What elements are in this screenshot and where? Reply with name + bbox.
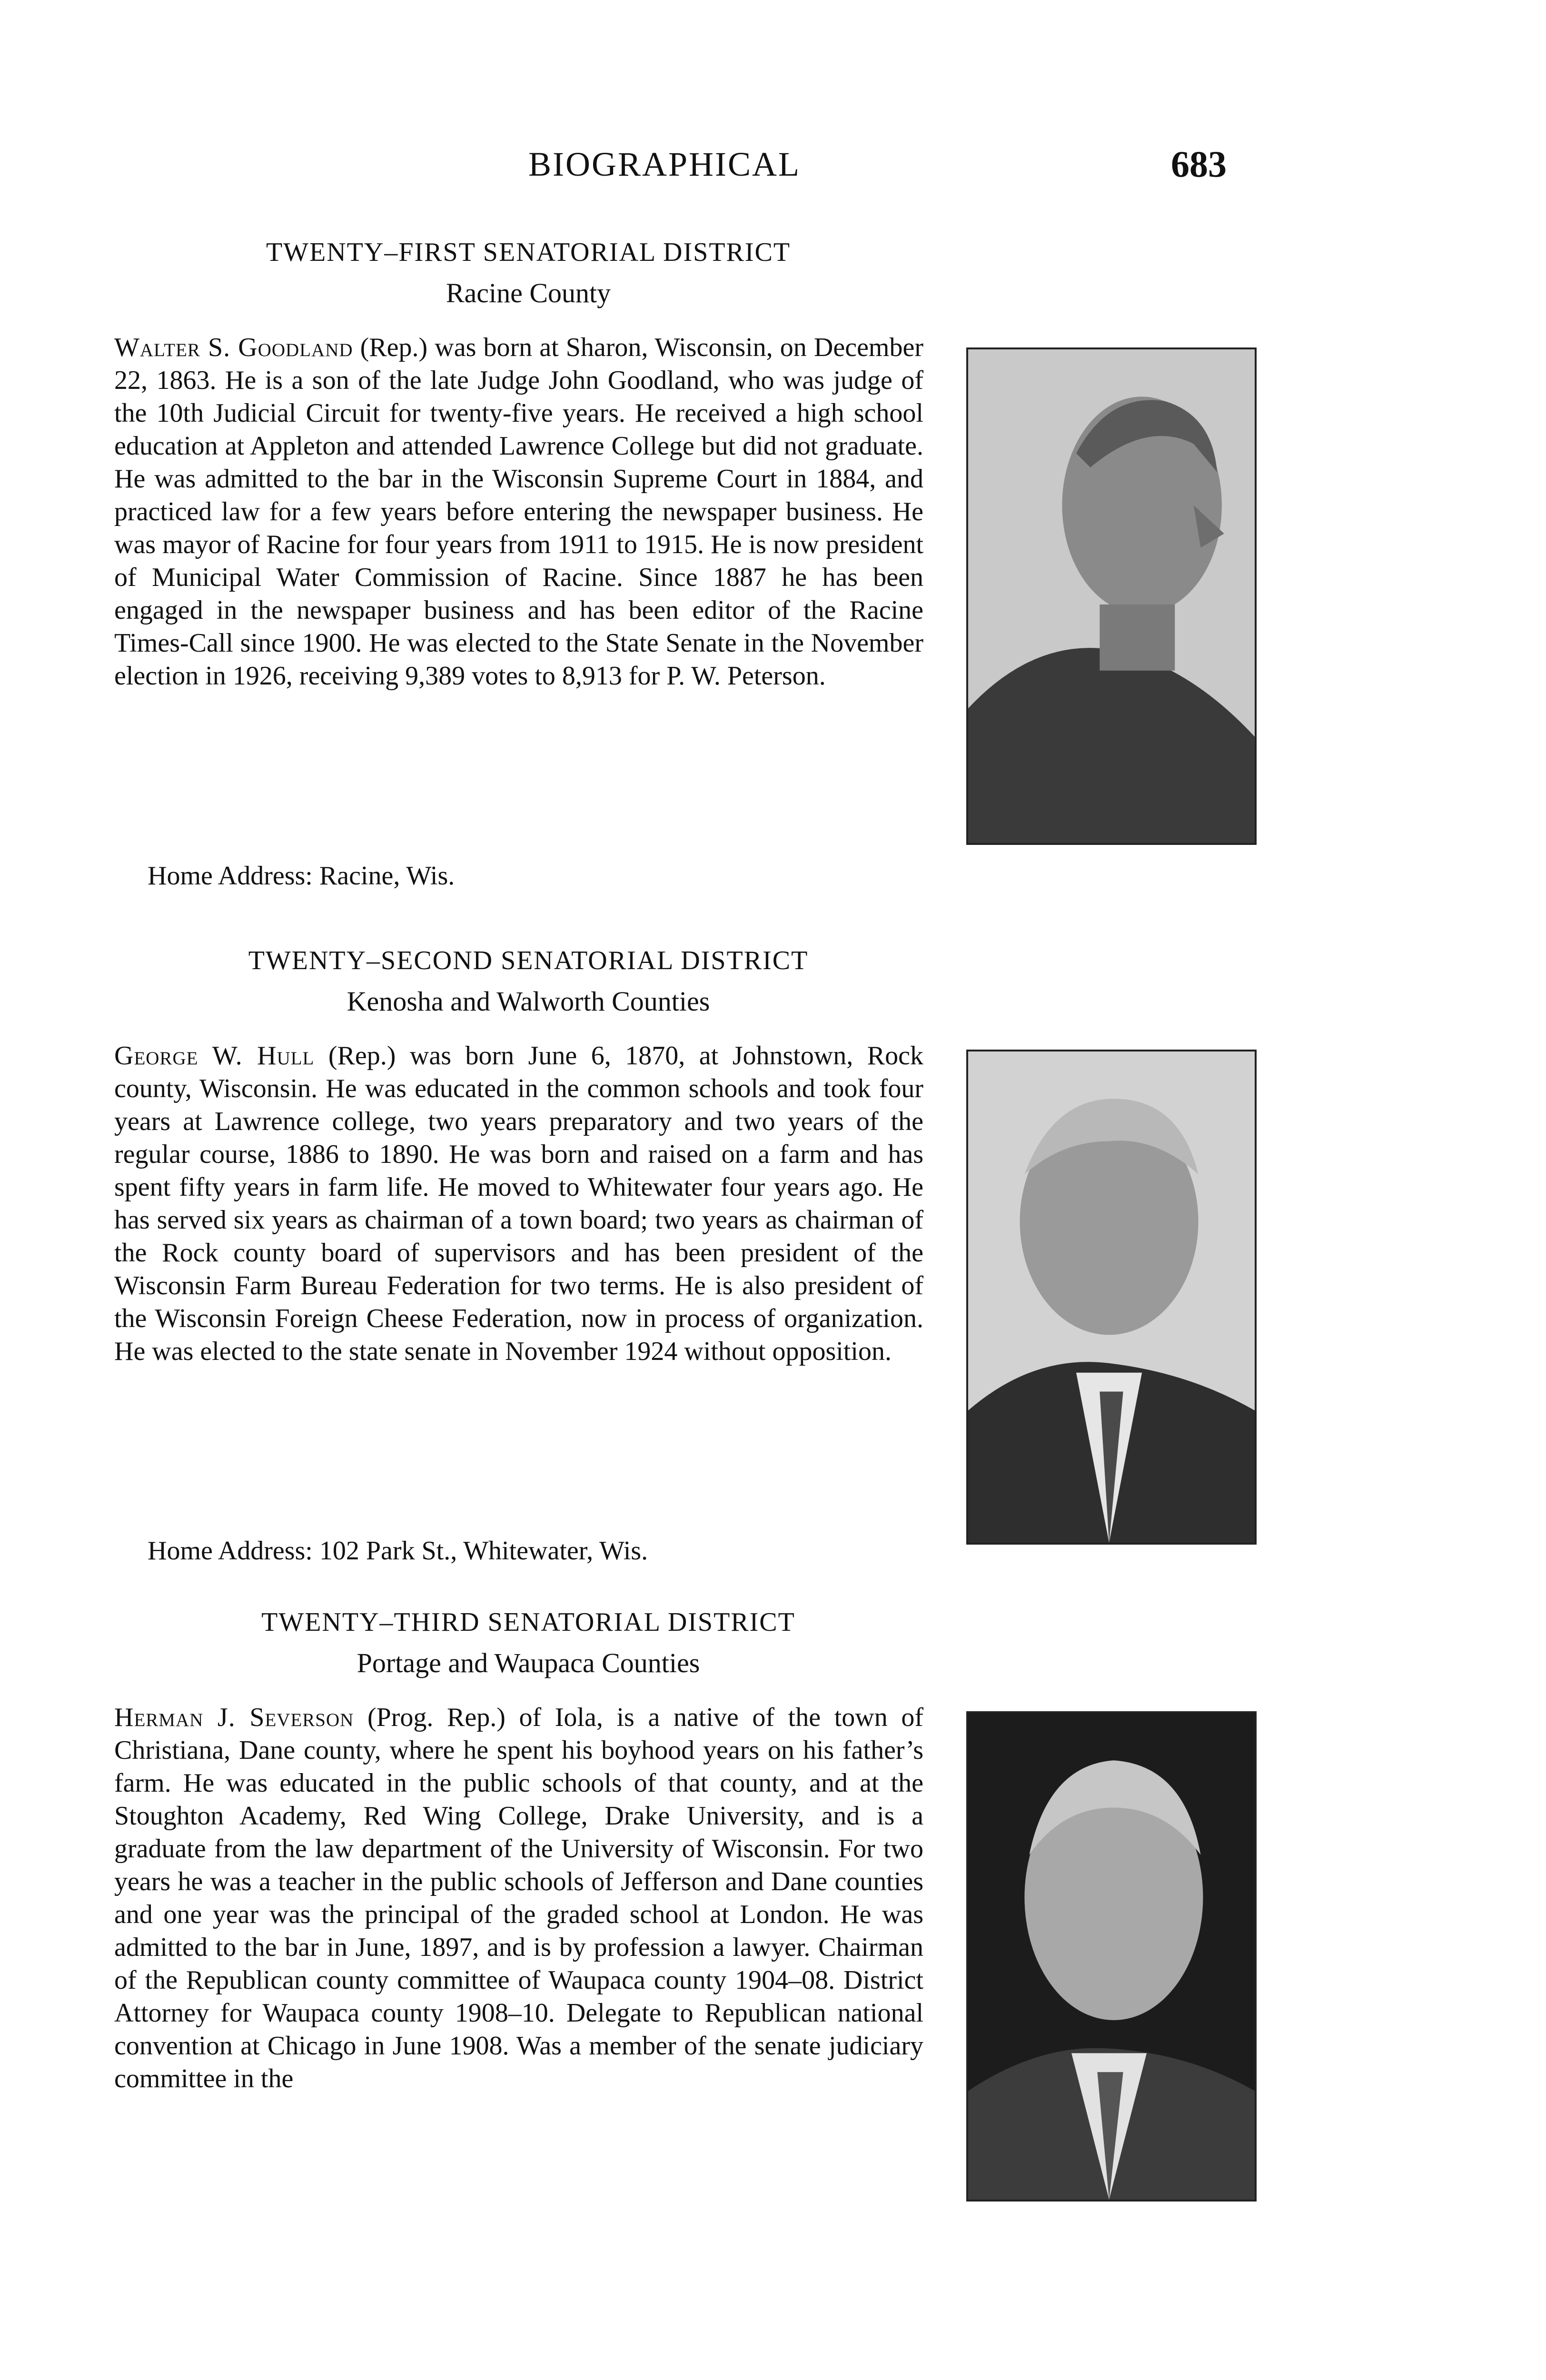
district-heading: TWENTY–SECOND SENATORIAL DISTRICT (248, 946, 809, 975)
page-number: 683 (1171, 143, 1227, 185)
senator-name: George W. Hull (114, 1041, 315, 1071)
district-heading: TWENTY–FIRST SENATORIAL DISTRICT (266, 238, 791, 267)
portrait-silhouette (968, 1713, 1255, 2200)
section-twenty-second-district (114, 942, 942, 1570)
home-address: Home Address: 102 Park St., Whitewater, Wis. (148, 1536, 648, 1566)
district-heading: TWENTY–THIRD SENATORIAL DISTRICT (261, 1607, 795, 1637)
senator-name: Walter S. Goodland (114, 333, 353, 362)
section-twenty-third-district (114, 1603, 942, 2289)
biography-text (114, 331, 923, 693)
portrait-silhouette (968, 1051, 1255, 1543)
portrait-photo (966, 1050, 1257, 1545)
biography-text (114, 1701, 923, 2095)
county-heading: Kenosha and Walworth Counties (347, 986, 710, 1017)
portrait-photo (966, 1711, 1257, 2202)
county-heading: Racine County (446, 278, 611, 308)
portrait-silhouette (968, 349, 1255, 843)
senator-name: Herman J. Severson (114, 1703, 354, 1732)
biography-body: (Rep.) was born June 6, 1870, at Johnstown, Rock county, Wisconsin. He was educated in the common schools and took four years at Lawrence college, two years preparatory and two years of the regular course, 1886 to 1890. He was born and raised on a farm and has spent fifty years in farm life. He moved to Whitewater four years ago. He has served six years as chairman of a town board; two years as chairman of the Rock county board of supervisors and has been president of the Wisconsin Farm Bureau Federation for two terms. He is also president of the Wisconsin Foreign Cheese Federation, now in process of organization. He was elected to the state senate in November 1924 without opposition. (114, 1041, 923, 1366)
section-twenty-first-district (114, 233, 942, 909)
county-heading: Portage and Waupaca Counties (357, 1647, 700, 1678)
biography-text (114, 1040, 923, 1368)
running-head (0, 140, 1546, 193)
home-address: Home Address: Racine, Wis. (148, 861, 455, 891)
biography-body: (Prog. Rep.) of Iola, is a native of the town of Christiana, Dane county, where he spent his boyhood years on his father’s farm. He was educated in the public schools of that county, and at the Stoughton Academy, Red Wing College, Drake University, and is a graduate from the law department of the University of Wisconsin. For two years he was a teacher in the public schools of Jefferson and Dane counties and one year was the principal of the graded school at London. He was admitted to the bar in June, 1897, and is by profession a lawyer. Chairman of the Republican county committee of Waupaca county 1904–08. District Attorney for Waupaca county 1908–10. Delegate to Republican national convention at Chicago in June 1908. Was a member of the senate judiciary committee in the (114, 1703, 923, 2093)
running-title: BIOGRAPHICAL (528, 145, 801, 183)
biography-body: (Rep.) was born at Sharon, Wisconsin, on December 22, 1863. He is a son of the late Judge John Goodland, who was judge of the 10th Judicial Circuit for twenty-five years. He received a high school education at Appleton and attended Lawrence College but did not graduate. He was admitted to the bar in the Wisconsin Supreme Court in 1884, and practiced law for a few years before entering the newspaper business. He was mayor of Racine for four years from 1911 to 1915. He is now president of Municipal Water Commission of Racine. Since 1887 he has been engaged in the newspaper business and has been editor of the Racine Times-Call since 1900. He was elected to the State Senate in the November election in 1926, receiving 9,389 votes to 8,913 for P. W. Peterson. (114, 333, 923, 691)
portrait-photo (966, 347, 1257, 845)
